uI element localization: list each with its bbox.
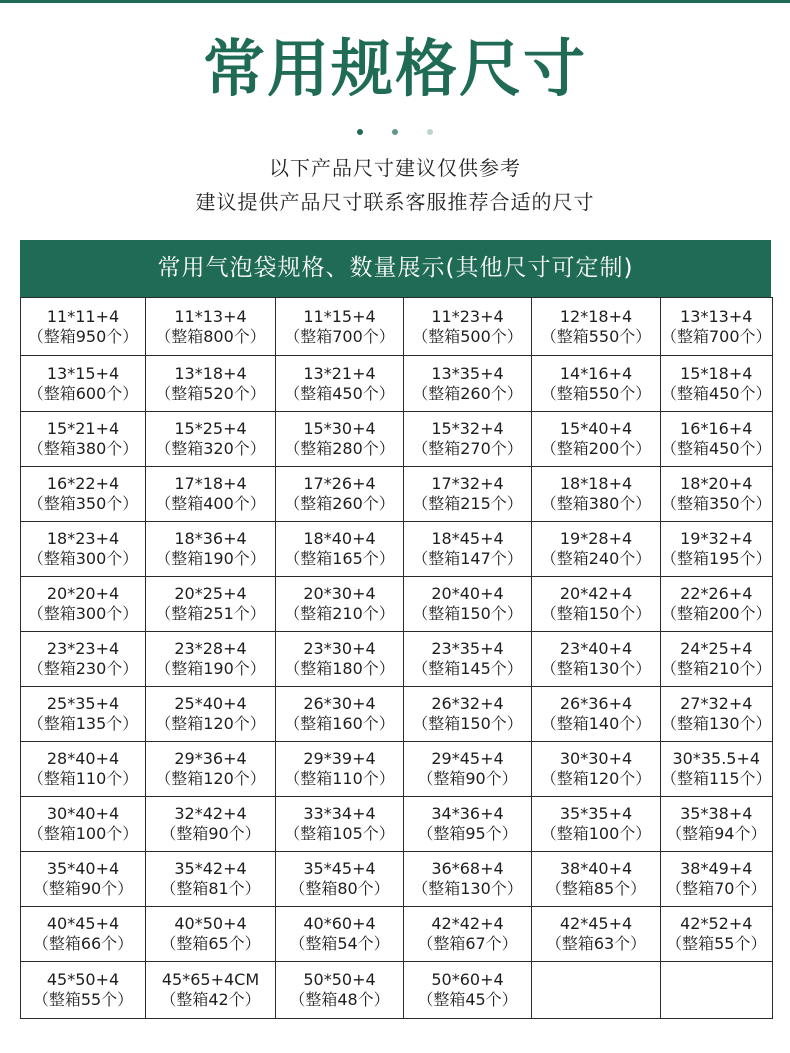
spec-cell xyxy=(661,797,773,852)
spec-cell xyxy=(532,412,661,467)
spec-quantity: （整箱95个） xyxy=(417,824,518,843)
spec-cell xyxy=(21,797,146,852)
table-row xyxy=(21,687,773,742)
spec-cell xyxy=(146,577,276,632)
spec-size: 13*15+4 xyxy=(46,363,120,383)
spec-cell xyxy=(146,632,276,687)
spec-size: 15*30+4 xyxy=(303,419,376,438)
spec-quantity: （整箱120个） xyxy=(540,769,652,788)
spec-quantity: （整箱90个） xyxy=(160,824,261,843)
spec-cell xyxy=(276,962,404,1019)
spec-quantity: （整箱120个） xyxy=(155,769,266,788)
spec-size: 26*30+4 xyxy=(303,694,376,713)
spec-size: 20*42+4 xyxy=(559,584,633,603)
spec-size: 35*35+4 xyxy=(559,804,633,823)
spec-size: 15*25+4 xyxy=(174,419,247,438)
spec-size: 38*49+4 xyxy=(680,859,753,878)
spec-size: 13*21+4 xyxy=(303,363,376,383)
spec-quantity: （整箱190个） xyxy=(155,549,266,568)
spec-size: 20*40+4 xyxy=(431,584,504,603)
spec-quantity: （整箱140个） xyxy=(540,714,652,733)
spec-cell xyxy=(276,797,404,852)
spec-cell xyxy=(661,298,773,356)
spec-quantity: （整箱210个） xyxy=(284,604,395,623)
spec-quantity: （整箱105个） xyxy=(284,824,395,843)
spec-cell xyxy=(532,522,661,577)
table-row xyxy=(21,797,773,852)
spec-size: 38*40+4 xyxy=(559,859,633,878)
spec-size: 17*18+4 xyxy=(174,474,247,493)
spec-cell xyxy=(661,852,773,907)
decorative-dots xyxy=(0,121,790,135)
spec-quantity: （整箱90个） xyxy=(417,769,518,788)
spec-quantity: （整箱300个） xyxy=(27,549,139,568)
spec-cell xyxy=(404,577,532,632)
spec-quantity: （整箱42个） xyxy=(160,990,261,1009)
spec-size: 35*42+4 xyxy=(174,859,247,878)
spec-cell xyxy=(404,522,532,577)
spec-size: 30*40+4 xyxy=(46,804,120,823)
spec-cell xyxy=(532,632,661,687)
spec-size: 35*40+4 xyxy=(46,859,120,878)
spec-size: 14*16+4 xyxy=(559,363,633,383)
spec-size: 16*16+4 xyxy=(680,419,753,438)
spec-size: 30*35.5+4 xyxy=(672,749,761,768)
spec-quantity: （整箱160个） xyxy=(284,714,395,733)
spec-quantity: （整箱350个） xyxy=(661,494,772,513)
spec-quantity: （整箱120个） xyxy=(155,714,266,733)
spec-cell xyxy=(661,522,773,577)
spec-quantity: （整箱45个） xyxy=(417,990,518,1009)
spec-quantity: （整箱251个） xyxy=(155,604,266,623)
spec-cell xyxy=(276,687,404,742)
table-row xyxy=(21,742,773,797)
spec-quantity: （整箱65个） xyxy=(160,934,261,953)
spec-size: 35*38+4 xyxy=(680,804,753,823)
spec-cell xyxy=(532,687,661,742)
table-row xyxy=(21,522,773,577)
spec-quantity: （整箱800个） xyxy=(155,326,266,346)
spec-cell xyxy=(661,687,773,742)
dot-mid-icon xyxy=(392,129,398,135)
spec-quantity: （整箱400个） xyxy=(155,494,266,513)
spec-size: 15*21+4 xyxy=(46,419,120,438)
spec-cell xyxy=(276,742,404,797)
spec-quantity: （整箱210个） xyxy=(661,659,772,678)
spec-cell xyxy=(276,632,404,687)
spec-quantity: （整箱190个） xyxy=(155,659,266,678)
spec-size: 17*26+4 xyxy=(303,474,376,493)
spec-size: 13*35+4 xyxy=(431,363,504,383)
spec-cell xyxy=(276,412,404,467)
spec-quantity: （整箱90个） xyxy=(32,879,134,898)
spec-cell xyxy=(21,467,146,522)
spec-cell xyxy=(146,412,276,467)
spec-quantity: （整箱550个） xyxy=(540,383,652,403)
spec-quantity: （整箱67个） xyxy=(417,934,518,953)
spec-cell xyxy=(404,852,532,907)
dot-dark-icon xyxy=(357,129,363,135)
table-row xyxy=(21,632,773,687)
spec-cell xyxy=(146,742,276,797)
spec-cell xyxy=(532,797,661,852)
spec-quantity: （整箱94个） xyxy=(666,824,767,843)
spec-quantity: （整箱180个） xyxy=(284,659,395,678)
spec-quantity: （整箱215个） xyxy=(412,494,523,513)
spec-quantity: （整箱195个） xyxy=(661,549,772,568)
spec-quantity: （整箱55个） xyxy=(666,934,767,953)
spec-size: 26*36+4 xyxy=(559,694,633,713)
table-row xyxy=(21,412,773,467)
spec-quantity: （整箱520个） xyxy=(155,383,266,403)
spec-size: 11*13+4 xyxy=(174,306,247,326)
spec-cell xyxy=(404,797,532,852)
spec-cell xyxy=(661,356,773,412)
spec-cell xyxy=(21,632,146,687)
table-row xyxy=(21,298,773,356)
spec-cell xyxy=(21,907,146,962)
spec-quantity: （整箱230个） xyxy=(27,659,139,678)
spec-size: 42*42+4 xyxy=(431,914,504,933)
spec-quantity: （整箱150个） xyxy=(412,604,523,623)
spec-size: 13*18+4 xyxy=(174,363,247,383)
spec-quantity: （整箱700个） xyxy=(284,326,395,346)
spec-cell xyxy=(146,907,276,962)
table-banner: 常用气泡袋规格、数量展示(其他尺寸可定制) xyxy=(20,240,771,297)
spec-quantity: （整箱80个） xyxy=(289,879,390,898)
spec-cell xyxy=(404,356,532,412)
table-row xyxy=(21,356,773,412)
spec-cell xyxy=(404,962,532,1019)
spec-quantity: （整箱81个） xyxy=(160,879,261,898)
spec-cell xyxy=(21,852,146,907)
spec-cell xyxy=(21,356,146,412)
spec-cell xyxy=(146,962,276,1019)
spec-size: 42*52+4 xyxy=(680,914,753,933)
spec-cell xyxy=(532,577,661,632)
spec-quantity: （整箱240个） xyxy=(540,549,652,568)
spec-size: 45*50+4 xyxy=(46,970,120,989)
spec-size: 32*42+4 xyxy=(174,804,247,823)
spec-cell xyxy=(146,522,276,577)
spec-size: 25*35+4 xyxy=(46,694,120,713)
table-row xyxy=(21,852,773,907)
spec-cell xyxy=(21,298,146,356)
spec-cell xyxy=(532,742,661,797)
table-row xyxy=(21,577,773,632)
spec-size: 20*25+4 xyxy=(174,584,247,603)
spec-quantity: （整箱130个） xyxy=(661,714,772,733)
subtitle-line-2: 建议提供产品尺寸联系客服推荐合适的尺寸 xyxy=(195,190,595,214)
spec-size: 23*40+4 xyxy=(559,639,633,658)
spec-size: 22*26+4 xyxy=(680,584,753,603)
spec-cell xyxy=(661,907,773,962)
table-row xyxy=(21,907,773,962)
spec-quantity: （整箱450个） xyxy=(661,383,772,403)
table-row xyxy=(21,962,773,1019)
spec-size: 45*65+4CM xyxy=(161,970,260,989)
spec-cell xyxy=(21,687,146,742)
spec-cell xyxy=(21,522,146,577)
spec-quantity: （整箱450个） xyxy=(661,439,772,458)
spec-cell xyxy=(276,577,404,632)
spec-cell xyxy=(21,962,146,1019)
spec-size: 33*34+4 xyxy=(303,804,376,823)
spec-cell xyxy=(661,467,773,522)
spec-cell xyxy=(532,962,661,1019)
spec-cell xyxy=(276,522,404,577)
spec-cell xyxy=(146,298,276,356)
spec-quantity: （整箱147个） xyxy=(412,549,523,568)
spec-size: 20*30+4 xyxy=(303,584,376,603)
spec-size: 35*45+4 xyxy=(303,859,376,878)
spec-cell xyxy=(146,467,276,522)
spec-quantity: （整箱70个） xyxy=(666,879,767,898)
spec-size: 13*13+4 xyxy=(680,306,753,326)
spec-cell xyxy=(532,852,661,907)
spec-size: 18*20+4 xyxy=(680,474,753,493)
spec-size: 19*32+4 xyxy=(680,529,753,548)
spec-size: 29*45+4 xyxy=(431,749,504,768)
spec-cell xyxy=(404,298,532,356)
spec-size: 42*45+4 xyxy=(559,914,633,933)
spec-size: 28*40+4 xyxy=(46,749,120,768)
table-row xyxy=(21,467,773,522)
spec-quantity: （整箱100个） xyxy=(540,824,652,843)
spec-quantity: （整箱320个） xyxy=(155,439,266,458)
spec-cell xyxy=(661,632,773,687)
spec-cell xyxy=(146,687,276,742)
spec-cell xyxy=(532,356,661,412)
spec-size: 18*40+4 xyxy=(303,529,376,548)
spec-quantity: （整箱66个） xyxy=(32,934,134,953)
spec-cell xyxy=(532,298,661,356)
spec-table xyxy=(20,297,773,1019)
spec-size: 50*50+4 xyxy=(303,970,376,989)
spec-quantity: （整箱260个） xyxy=(412,383,523,403)
spec-quantity: （整箱380个） xyxy=(540,494,652,513)
spec-quantity: （整箱200个） xyxy=(540,439,652,458)
spec-cell xyxy=(404,412,532,467)
spec-size: 17*32+4 xyxy=(431,474,504,493)
spec-cell xyxy=(276,907,404,962)
spec-size: 16*22+4 xyxy=(46,474,120,493)
spec-quantity: （整箱450个） xyxy=(284,383,395,403)
spec-size: 34*36+4 xyxy=(431,804,504,823)
spec-size: 26*32+4 xyxy=(431,694,504,713)
spec-size: 27*32+4 xyxy=(680,694,753,713)
spec-cell xyxy=(661,742,773,797)
spec-quantity: （整箱550个） xyxy=(540,326,652,346)
spec-size: 50*60+4 xyxy=(431,970,504,989)
spec-cell xyxy=(404,687,532,742)
spec-quantity: （整箱500个） xyxy=(412,326,523,346)
spec-cell xyxy=(146,356,276,412)
spec-size: 23*30+4 xyxy=(303,639,376,658)
spec-size: 12*18+4 xyxy=(559,306,633,326)
spec-size: 23*28+4 xyxy=(174,639,247,658)
spec-size: 18*18+4 xyxy=(559,474,633,493)
spec-size: 25*40+4 xyxy=(174,694,247,713)
spec-cell xyxy=(21,742,146,797)
spec-cell xyxy=(404,632,532,687)
spec-size: 11*15+4 xyxy=(303,306,376,326)
spec-cell xyxy=(532,467,661,522)
spec-cell xyxy=(532,907,661,962)
spec-quantity: （整箱300个） xyxy=(27,604,139,623)
spec-size: 40*45+4 xyxy=(46,914,120,933)
spec-quantity: （整箱200个） xyxy=(661,604,772,623)
spec-cell xyxy=(404,742,532,797)
spec-quantity: （整箱950个） xyxy=(27,326,139,346)
spec-quantity: （整箱100个） xyxy=(27,824,139,843)
spec-cell xyxy=(661,962,773,1019)
spec-quantity: （整箱150个） xyxy=(412,714,523,733)
spec-quantity: （整箱350个） xyxy=(27,494,139,513)
spec-quantity: （整箱280个） xyxy=(284,439,395,458)
dot-light-icon xyxy=(427,129,433,135)
spec-size: 15*18+4 xyxy=(680,363,753,383)
spec-cell xyxy=(661,412,773,467)
spec-size: 40*50+4 xyxy=(174,914,247,933)
spec-size: 40*60+4 xyxy=(303,914,376,933)
spec-quantity: （整箱260个） xyxy=(284,494,395,513)
spec-quantity: （整箱145个） xyxy=(412,659,523,678)
spec-cell xyxy=(146,797,276,852)
spec-quantity: （整箱380个） xyxy=(27,439,139,458)
spec-size: 29*39+4 xyxy=(303,749,376,768)
spec-cell xyxy=(661,577,773,632)
spec-quantity: （整箱130个） xyxy=(540,659,652,678)
spec-quantity: （整箱55个） xyxy=(32,990,134,1009)
spec-size: 23*35+4 xyxy=(431,639,504,658)
spec-quantity: （整箱270个） xyxy=(412,439,523,458)
spec-size: 23*23+4 xyxy=(46,639,120,658)
spec-quantity: （整箱110个） xyxy=(27,769,139,788)
subtitle-line-1: 以下产品尺寸建议仅供参考 xyxy=(269,156,521,180)
spec-cell xyxy=(404,907,532,962)
spec-quantity: （整箱48个） xyxy=(289,990,390,1009)
spec-quantity: （整箱135个） xyxy=(27,714,139,733)
spec-size: 30*30+4 xyxy=(559,749,633,768)
spec-size: 29*36+4 xyxy=(174,749,247,768)
spec-quantity: （整箱165个） xyxy=(284,549,395,568)
spec-size: 18*36+4 xyxy=(174,529,247,548)
spec-quantity: （整箱85个） xyxy=(545,879,647,898)
spec-quantity: （整箱110个） xyxy=(284,769,395,788)
spec-quantity: （整箱150个） xyxy=(540,604,652,623)
spec-quantity: （整箱700个） xyxy=(661,326,772,346)
spec-size: 11*11+4 xyxy=(46,306,120,326)
page-title: 常用规格尺寸 xyxy=(202,32,587,105)
spec-quantity: （整箱54个） xyxy=(289,934,390,953)
spec-size: 24*25+4 xyxy=(680,639,753,658)
spec-cell xyxy=(21,412,146,467)
spec-size: 11*23+4 xyxy=(431,306,504,326)
spec-cell xyxy=(276,356,404,412)
spec-cell xyxy=(146,852,276,907)
top-accent-line xyxy=(0,0,790,3)
spec-cell xyxy=(404,467,532,522)
spec-cell xyxy=(276,467,404,522)
spec-size: 18*45+4 xyxy=(431,529,504,548)
spec-cell xyxy=(21,577,146,632)
spec-size: 19*28+4 xyxy=(559,529,633,548)
spec-size: 15*32+4 xyxy=(431,419,504,438)
spec-quantity: （整箱600个） xyxy=(27,383,139,403)
spec-size: 20*20+4 xyxy=(46,584,120,603)
spec-quantity: （整箱63个） xyxy=(545,934,647,953)
spec-cell xyxy=(276,852,404,907)
spec-size: 36*68+4 xyxy=(431,859,504,878)
spec-cell xyxy=(276,298,404,356)
spec-size: 15*40+4 xyxy=(559,419,633,438)
spec-quantity: （整箱115个） xyxy=(661,769,772,788)
spec-size: 18*23+4 xyxy=(46,529,120,548)
spec-quantity: （整箱130个） xyxy=(412,879,523,898)
